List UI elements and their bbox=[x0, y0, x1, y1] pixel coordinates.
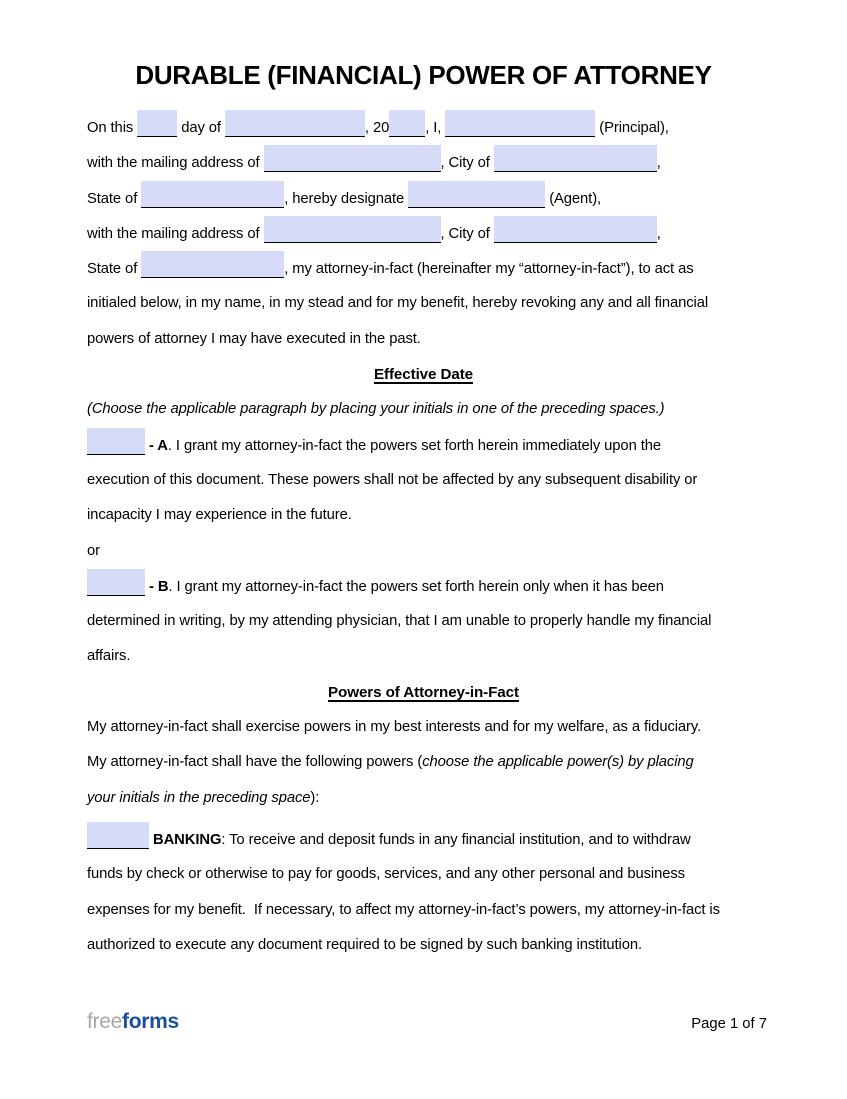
text-segment: incapacity I may experience in the future. bbox=[87, 507, 352, 524]
option-b-line-3 bbox=[87, 639, 760, 674]
agent-state-blank[interactable] bbox=[141, 251, 284, 278]
page-number: Page 1 of 7 bbox=[691, 1016, 767, 1032]
opening-line-3 bbox=[87, 181, 760, 216]
text-segment: - A bbox=[149, 437, 168, 454]
text-segment: ): bbox=[310, 789, 320, 806]
heading-text: Powers of Attorney-in-Fact bbox=[328, 683, 519, 701]
logo-text-free: free bbox=[87, 1010, 122, 1033]
page-footer bbox=[87, 1010, 767, 1034]
banking-line-4 bbox=[87, 928, 760, 963]
logo-text-forms: forms bbox=[122, 1010, 179, 1033]
option-b-initials-blank[interactable] bbox=[87, 569, 145, 596]
agent-name-blank[interactable] bbox=[408, 181, 545, 208]
text-segment: , hereby designate bbox=[284, 190, 409, 207]
text-segment: with the mailing address of bbox=[87, 225, 264, 242]
text-segment: On this bbox=[87, 120, 138, 136]
text-segment: powers of attorney I may have executed in the past. bbox=[87, 330, 421, 347]
opening-line-7 bbox=[87, 322, 760, 357]
text-segment: BANKING bbox=[153, 831, 222, 848]
freeforms-logo bbox=[87, 1010, 179, 1034]
text-segment: (Agent), bbox=[545, 190, 602, 207]
text-segment: State of bbox=[87, 261, 142, 278]
text-segment: , bbox=[656, 225, 661, 242]
text-segment: with the mailing address of bbox=[87, 155, 264, 172]
option-a-line-1 bbox=[87, 428, 760, 463]
text-segment: expenses for my benefit. If necessary, to affect my attorney-in-fact’s powers, my attorney-in-fact is bbox=[87, 901, 720, 918]
principal-name-blank[interactable] bbox=[445, 110, 595, 137]
text-segment: My attorney-in-fact shall have the following powers ( bbox=[87, 754, 423, 771]
principal-city-blank[interactable] bbox=[494, 145, 657, 172]
text-segment: . I grant my attorney-in-fact the powers set forth herein only when it has been bbox=[168, 578, 664, 595]
text-segment: your initials in the preceding space bbox=[87, 789, 311, 806]
or-separator bbox=[87, 534, 760, 569]
principal-state-blank[interactable] bbox=[141, 181, 284, 208]
text-segment: (Principal), bbox=[595, 120, 669, 136]
heading-text: Effective Date bbox=[373, 366, 474, 384]
banking-line-2 bbox=[87, 857, 760, 892]
banking-line-1 bbox=[87, 822, 760, 857]
text-segment: , City of bbox=[440, 225, 494, 242]
text-segment: My attorney-in-fact shall exercise powers in my best interests and for my welfare, as a fiduciary. bbox=[87, 719, 702, 736]
text-segment: (Choose the applicable paragraph by placing your initials in one of the preceding spaces.) bbox=[87, 401, 665, 418]
opening-line-6 bbox=[87, 286, 760, 321]
opening-line-1 bbox=[87, 110, 760, 145]
text-segment: , my attorney-in-fact (hereinafter my “attorney-in-fact”), to act as bbox=[284, 261, 694, 278]
option-b-line-1 bbox=[87, 569, 760, 604]
option-a-line-3 bbox=[87, 498, 760, 533]
text-segment: , bbox=[656, 155, 661, 172]
effective-date-heading bbox=[87, 357, 760, 392]
powers-intro-line-1 bbox=[87, 710, 760, 745]
option-b-line-2 bbox=[87, 604, 760, 639]
banking-initials-blank[interactable] bbox=[87, 822, 149, 849]
text-segment: day of bbox=[177, 120, 225, 136]
text-segment: initialed below, in my name, in my stead and for my benefit, hereby revoking any and all financial bbox=[87, 295, 709, 312]
text-segment: - B bbox=[149, 578, 169, 595]
text-segment: funds by check or otherwise to pay for goods, services, and any other personal and business bbox=[87, 866, 685, 883]
text-segment: , 20 bbox=[364, 120, 390, 136]
text-segment: . I grant my attorney-in-fact the powers set forth herein immediately upon the bbox=[167, 437, 661, 454]
year-blank[interactable] bbox=[389, 110, 425, 137]
agent-city-blank[interactable] bbox=[494, 216, 657, 243]
opening-line-2 bbox=[87, 145, 760, 180]
text-segment: or bbox=[87, 542, 100, 559]
principal-address-blank[interactable] bbox=[264, 145, 441, 172]
text-segment: , I, bbox=[425, 120, 446, 136]
text-segment: : To receive and deposit funds in any financial institution, and to withdraw bbox=[221, 831, 691, 848]
day-blank[interactable] bbox=[137, 110, 177, 137]
opening-line-5 bbox=[87, 251, 760, 286]
text-segment: authorized to execute any document required to be signed by such banking institution. bbox=[87, 936, 642, 953]
month-blank[interactable] bbox=[225, 110, 365, 137]
agent-address-blank[interactable] bbox=[264, 216, 441, 243]
document-body bbox=[87, 110, 760, 963]
text-segment: affairs. bbox=[87, 648, 131, 665]
powers-intro-line-2 bbox=[87, 745, 760, 780]
option-a-initials-blank[interactable] bbox=[87, 428, 145, 455]
option-a-line-2 bbox=[87, 463, 760, 498]
text-segment: choose the applicable power(s) by placing bbox=[422, 754, 694, 771]
powers-intro-line-3 bbox=[87, 781, 760, 816]
powers-heading bbox=[87, 675, 760, 710]
text-segment: State of bbox=[87, 190, 142, 207]
page-title: DURABLE (FINANCIAL) POWER OF ATTORNEY bbox=[135, 60, 712, 90]
banking-line-3 bbox=[87, 893, 760, 928]
text-segment: , City of bbox=[440, 155, 494, 172]
opening-line-4 bbox=[87, 216, 760, 251]
text-segment: determined in writing, by my attending physician, that I am unable to properly handle my financial bbox=[87, 613, 712, 630]
effective-date-instruction bbox=[87, 392, 760, 427]
text-segment: execution of this document. These powers shall not be affected by any subsequent disability or bbox=[87, 471, 698, 488]
